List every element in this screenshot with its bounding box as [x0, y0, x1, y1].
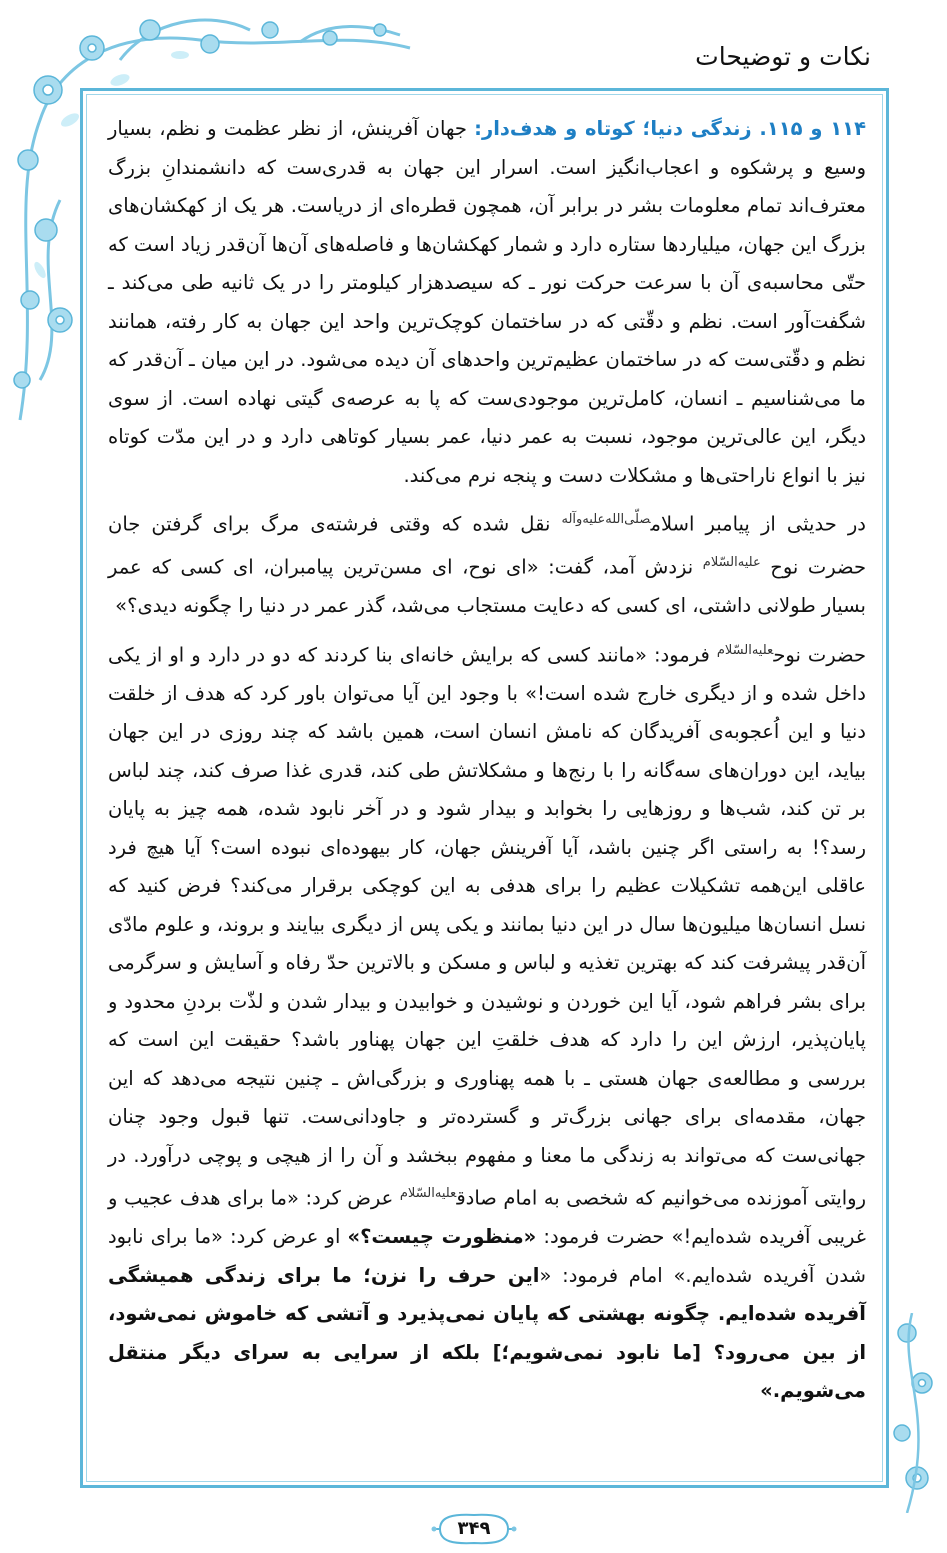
bold-quote: «منظورت چیست؟»: [347, 1225, 537, 1248]
paragraph-text: حضرت نوح: [773, 643, 866, 666]
paragraph-text: در حدیثی از پیامبر اسلام: [650, 512, 866, 536]
page-number: ۳۴۹: [457, 1518, 491, 1539]
page-number-badge: [430, 1512, 518, 1546]
paragraph-3: [108, 632, 866, 1411]
paragraph-text: فرمود: «مانند کسی که برایش خانه‌ای بنا کردند که دو در دارد و او از یکی داخل شده و از دیگری خارج شده است!» با وجود این آیا می‌توان باور کرد که هدف از خلقت دنیا و این اُعجوبه‌ی آفریدگان که نامش انسان است، همین باشد که چند روزی در این جهان بیاید، این دوران‌های سه‌گانه را با رنج‌ها و مشکلاتش طی کند، قدری غذا صرف کند، چند لباس بر تن کند، شب‌ها و روزهایی را بخوابد و بیدار شود و در آخر نابود شده، همه چیز به پایان رسد؟! به راستی اگر چنین باشد، آیا آفرینش جهان، کار بیهوده‌ای نبوده است؟ آیا هیچ فرد عاقلی این‌همه تشکیلات عظیم را برای هدفی به این کوچکی برقرار می‌کند؟ فرض کنید که نسل انسان‌ها میلیون‌ها سال در این دنیا بمانند و یکی پس از دیگری بیایند و بروند، و علوم مادّی آن‌قدر پیشرفت کند که بهترین تغذیه و لباس و مسکن و بالاترین حدّ رفاه و آسایش و سرگرمی برای بشر فراهم شود، آیا این خوردن و نوشیدن و خوابیدن و بیدار شدن و لذّت بردنِ محدود و پایان‌پذیر، ارزش این را دارد که هدف خلقتِ این جهان پهناور باشد؟ حقیقت این است که بررسی و مطالعه‌ی جهان هستی ـ با همه پهناوری و بزرگی‌اش ـ چنین نتیجه می‌دهد که این جهان، مقدمه‌ای برای جهانی بزرگ‌تر و گسترده‌تر و جاودانی‌ست. تنها قبول وجود چنان جهانی‌ست که می‌تواند به زندگی ما معنا و مفهوم ببخشد و آن را از هیچی و پوچی درآورد. در روایتی آموزنده می‌خوانیم که شخصی به امام صادق: [108, 643, 867, 1210]
bold-quote: این حرف را نزن؛ ما برای زندگی همیشگی آفریده شده‌ایم. چگونه بهشتی که پایان نمی‌پذیرد و آتشی که خاموش نمی‌شود، از بین می‌رود؟ [ما نابود نمی‌شویم؛] بلکه از سرایی به سرای دیگر منتقل می‌شویم.»: [108, 1263, 866, 1402]
paragraph-heading: ۱۱۴ و ۱۱۵. زندگی دنیا؛ کوتاه و هدف‌دار:: [474, 117, 866, 140]
honorific-glyph: علیه‌السّلام: [399, 1186, 457, 1201]
honorific-glyph: صلّی‌الله‌علیه‌وآله: [561, 512, 651, 527]
paragraph-text: او عرض کرد: «ما برای نابود شدن آفریده شده‌ایم.» امام فرمود: «: [108, 1225, 866, 1287]
paragraph-1: [108, 110, 866, 495]
paragraph-text: جهان آفرینش، از نظر عظمت و نظم، بسیار وسیع و پرشکوه و اعجاب‌انگیز است. اسرار این جهان به قدری‌ست که دانشمندانِ بزرگ معترف‌اند تمام معلومات بشر در برابر آن، همچون قطره‌ای از دریاست. هر یک از کهکشان‌های بزرگ این جهان، میلیاردها ستاره دارد و شمار کهکشان‌ها و فاصله‌های آن‌ها آن‌قدر زیاد است که حتّی محاسبه‌ی آن با سرعت حرکت نور ـ که سیصدهزار کیلومتر را در یک ثانیه طی می‌کند ـ شگفت‌آور است. نظم و دقّتی که در ساختمان کوچک‌ترین واحد این جهان به کار رفته، همانند نظم و دقّتی‌ست که در ساختمان عظیم‌ترین واحدهای آن دیده می‌شود. در این میان ـ آن‌قدر که ما می‌شناسیم ـ انسان، کامل‌ترین موجودی‌ست که پا به عرصه‌ی گیتی نهاده است. از سوی دیگر، این عالی‌ترین موجود، نسبت به عمر دنیا، عمر بسیار کوتاهی دارد و در این مدّت کوتاه نیز با انواع ناراحتی‌ها و مشکلات دست و پنجه نرم می‌کند.: [108, 117, 866, 487]
paragraph-text: نزدش آمد، گفت: «ای نوح، ای مسن‌ترین پیامبران، ای کسی که عمر بسیار طولانی داشتی، ای کسی که دعایت مستجاب می‌شد، گذر عمر در دنیا را چگونه دیدی؟»: [108, 555, 866, 617]
page-body: [108, 110, 866, 1417]
paragraph-2: [108, 501, 866, 626]
paragraph-text: عرض کرد: «ما برای هدف عجیب و غریبی آفریده شده‌ایم!» حضرت فرمود:: [108, 1186, 866, 1248]
section-title: نکات و توضیحات: [695, 42, 871, 71]
honorific-glyph: علیه‌السّلام: [702, 555, 761, 570]
honorific-glyph: علیه‌السّلام: [716, 642, 774, 658]
paragraph-text: نقل شده که وقتی فرشته‌ی مرگ برای گرفتن جان حضرت نوح: [108, 512, 866, 579]
